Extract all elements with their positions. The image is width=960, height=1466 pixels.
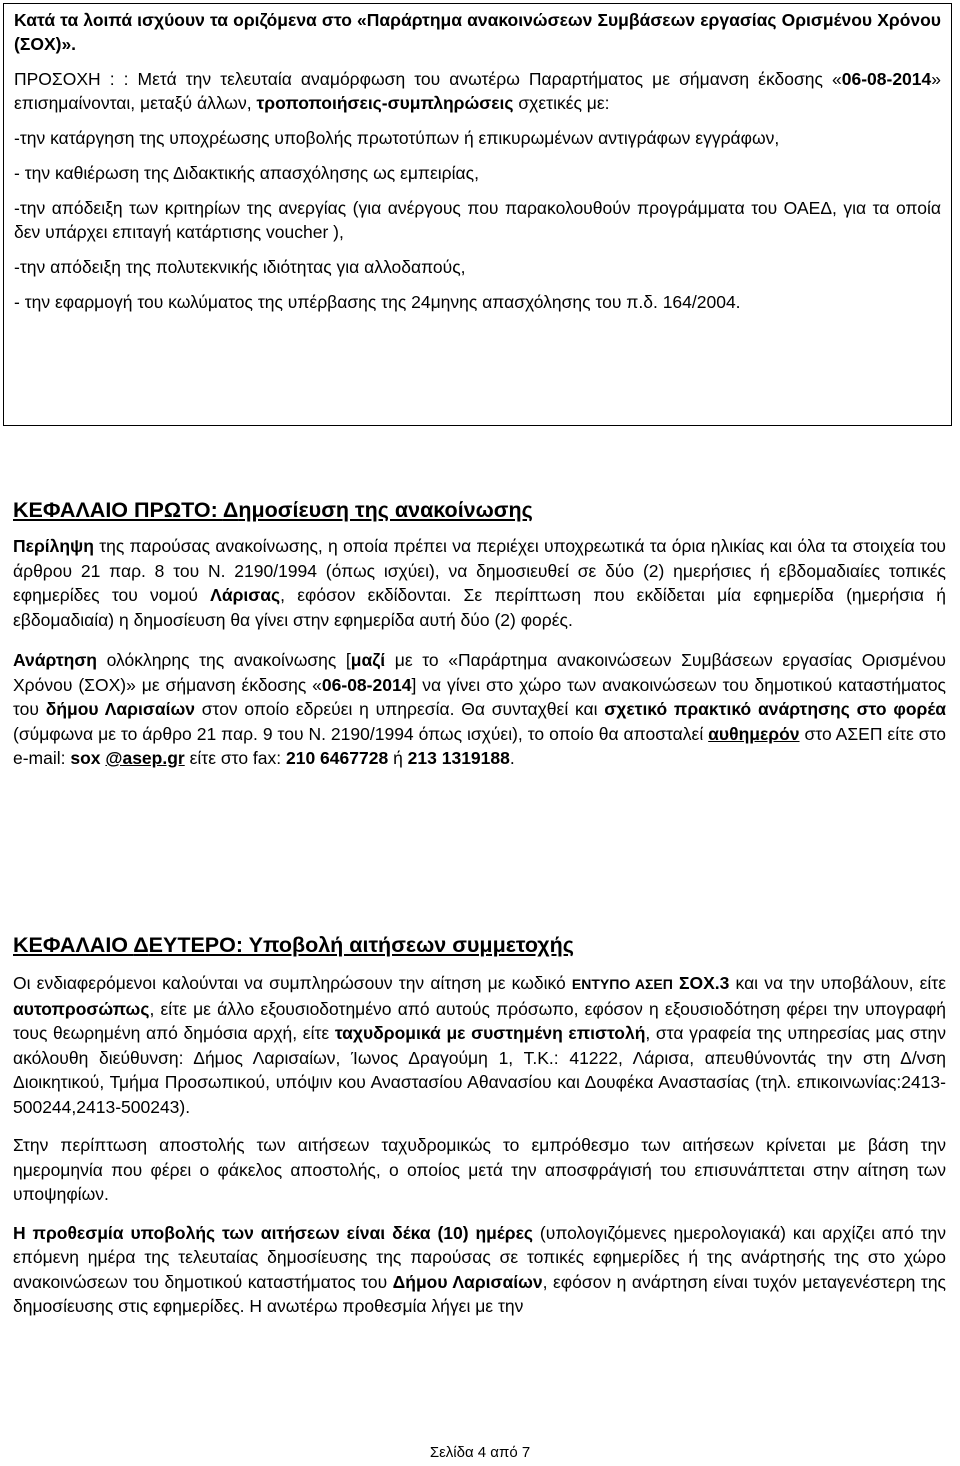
summary-paragraph: Περίληψη της παρούσας ανακοίνωσης, η οποία πρέπει να περιέχει υποχρεωτικά τα όρια ηλικίας και όλα τα στοιχεία του άρθρου 21 παρ. 8 του Ν. 2190/1994 (όπως ισχύει), να δημοσιευθεί σε δύο (2) ημερήσιες ή εβδομαδιαίες τοπικές εφημερίδες του νομού Λάρισας, εφόσον εκδίδονται. Σε περίπτωση που εκδίδεται μία εφημερίδα (ημερήσια ή εβδομαδιαία) η δημοσίευση θα γίνει στην εφημερίδα αυτή δύο (2) φορές. — [13, 536, 946, 630]
page-number: Σελίδα 4 από 7 — [429, 1444, 531, 1461]
chapter-two — [13, 931, 946, 1319]
deadline-paragraph: Η προθεσμία υποβολής των αιτήσεων είναι δέκα (10) ημέρες (υπολογιζόμενες ημερολογιακά) και αρχίζει από την επόμενη ημέρα της τελευταίας δημοσίευσης της παρούσας σε τοπικές εφημερίδες ή της ανάρτησής της στο χώρο ανακοινώσεων του δημοτικού καταστήματος του Δήμου Λαρισαίων, εφόσον η ανάρτηση είναι τυχόν μεταγενέστερη της δημοσίευσης στις εφημερίδες. Η ανωτέρω προθεσμία λήγει με την — [13, 1222, 946, 1316]
notice-item: -την απόδειξη της πολυτεκνικής ιδιότητας για αλλοδαπούς, — [14, 257, 466, 277]
notice-item: -την απόδειξη των κριτηρίων της ανεργίας (για ανέργους που παρακολουθούν προγράμματα του ΟΑΕΔ, για τα οποία δεν υπάρχει επιταγή κατάρτισης voucher ), — [14, 198, 941, 242]
notice-attention: ΠΡΟΣΟΧΗ : : Μετά την τελευταία αναμόρφωση του ανωτέρω Παραρτήματος με σήμανση έκδοσης «06-08-2014» επισημαίνονται, μεταξύ άλλων, τροποποιήσεις-συμπληρώσεις σχετικές με: — [14, 69, 941, 113]
chapter-one — [13, 496, 946, 771]
posting-paragraph: Ανάρτηση ολόκληρης της ανακοίνωσης [μαζί με το «Παράρτημα ανακοινώσεων Συμβάσεων εργασίας Ορισμένου Χρόνου (ΣΟΧ)» με σήμανση έκδοσης «06-08-2014] να γίνει στο χώρο των ανακοινώσεων του δημοτικού καταστήματος του δήμου Λαρισαίων στον οποίο εδρεύει η υπηρεσία. Θα συνταχθεί και σχετικό πρακτικό ανάρτησης στο φορέα (σύμφωνα με το άρθρο 21 παρ. 9 του Ν. 2190/1994 όπως ισχύει), το οποίο θα αποσταλεί αυθημερόν στο ΑΣΕΠ είτε στο e-mail: sox @asep.gr είτε στο fax: 210 6467728 ή 213 1319188. — [13, 650, 947, 768]
notice-box — [3, 3, 952, 426]
email-link[interactable]: @asep.gr — [105, 748, 185, 768]
notice-item: -την κατάργηση της υποχρέωσης υποβολής πρωτοτύπων ή επικυρωμένων αντιγράφων εγγράφων, — [14, 128, 780, 148]
notice-intro: Κατά τα λοιπά ισχύουν τα οριζόμενα στο «Παράρτημα ανακοινώσεων Συμβάσεων εργασίας Ορισμένου Χρόνου (ΣΟΧ)». — [14, 10, 941, 54]
submission-paragraph: Οι ενδιαφερόμενοι καλούνται να συμπληρώσουν την αίτηση με κωδικό ΕΝΤΥΠΟ ΑΣΕΠ ΣΟΧ.3 και να την υποβάλουν, είτε αυτοπροσώπως, είτε με άλλο εξουσιοδοτημένο από αυτούς πρόσωπο, εφόσον η εξουσιοδότηση φέρει την υπογραφή τους θεωρημένη από δημόσια αρχή, είτε ταχυδρομικά με συστημένη επιστολή, στα γραφεία της υπηρεσίας μας στην ακόλουθη διεύθυνση: Δήμος Λαρισαίων, Ίωνος Δραγούμη 1, Τ.Κ.: 41222, Λάρισα, απευθύνοντάς την στη Δ/νση Διοικητικού, Τμήμα Προσωπικού, υπόψιν κου Αναστασίου Αθανασίου και Δουφέκα Αναστασίας (τηλ. επικοινωνίας:2413-500244,2413-500243). — [13, 973, 946, 1117]
chapter-two-title: ΚΕΦΑΛΑΙΟ ΔΕΥΤΕΡΟ: Υποβολή αιτήσεων συμμετοχής — [13, 933, 574, 957]
chapter-one-title: ΚΕΦΑΛΑΙΟ ΠΡΩΤΟ: Δημοσίευση της ανακοίνωσης — [13, 498, 533, 522]
notice-item: - την καθιέρωση της Διδακτικής απασχόλησης ως εμπειρίας, — [14, 163, 479, 183]
postal-paragraph: Στην περίπτωση αποστολής των αιτήσεων ταχυδρομικώς το εμπρόθεσμο των αιτήσεων κρίνεται με βάση την ημερομηνία που φέρει ο φάκελος αποστολής, ο οποίος μετά την αποσφράγισή του επισυνάπτεται στην αίτηση των υποψηφίων. — [13, 1135, 946, 1204]
notice-item: - την εφαρμογή του κωλύματος της υπέρβασης της 24μηνης απασχόλησης του π.δ. 164/2004. — [14, 292, 741, 312]
